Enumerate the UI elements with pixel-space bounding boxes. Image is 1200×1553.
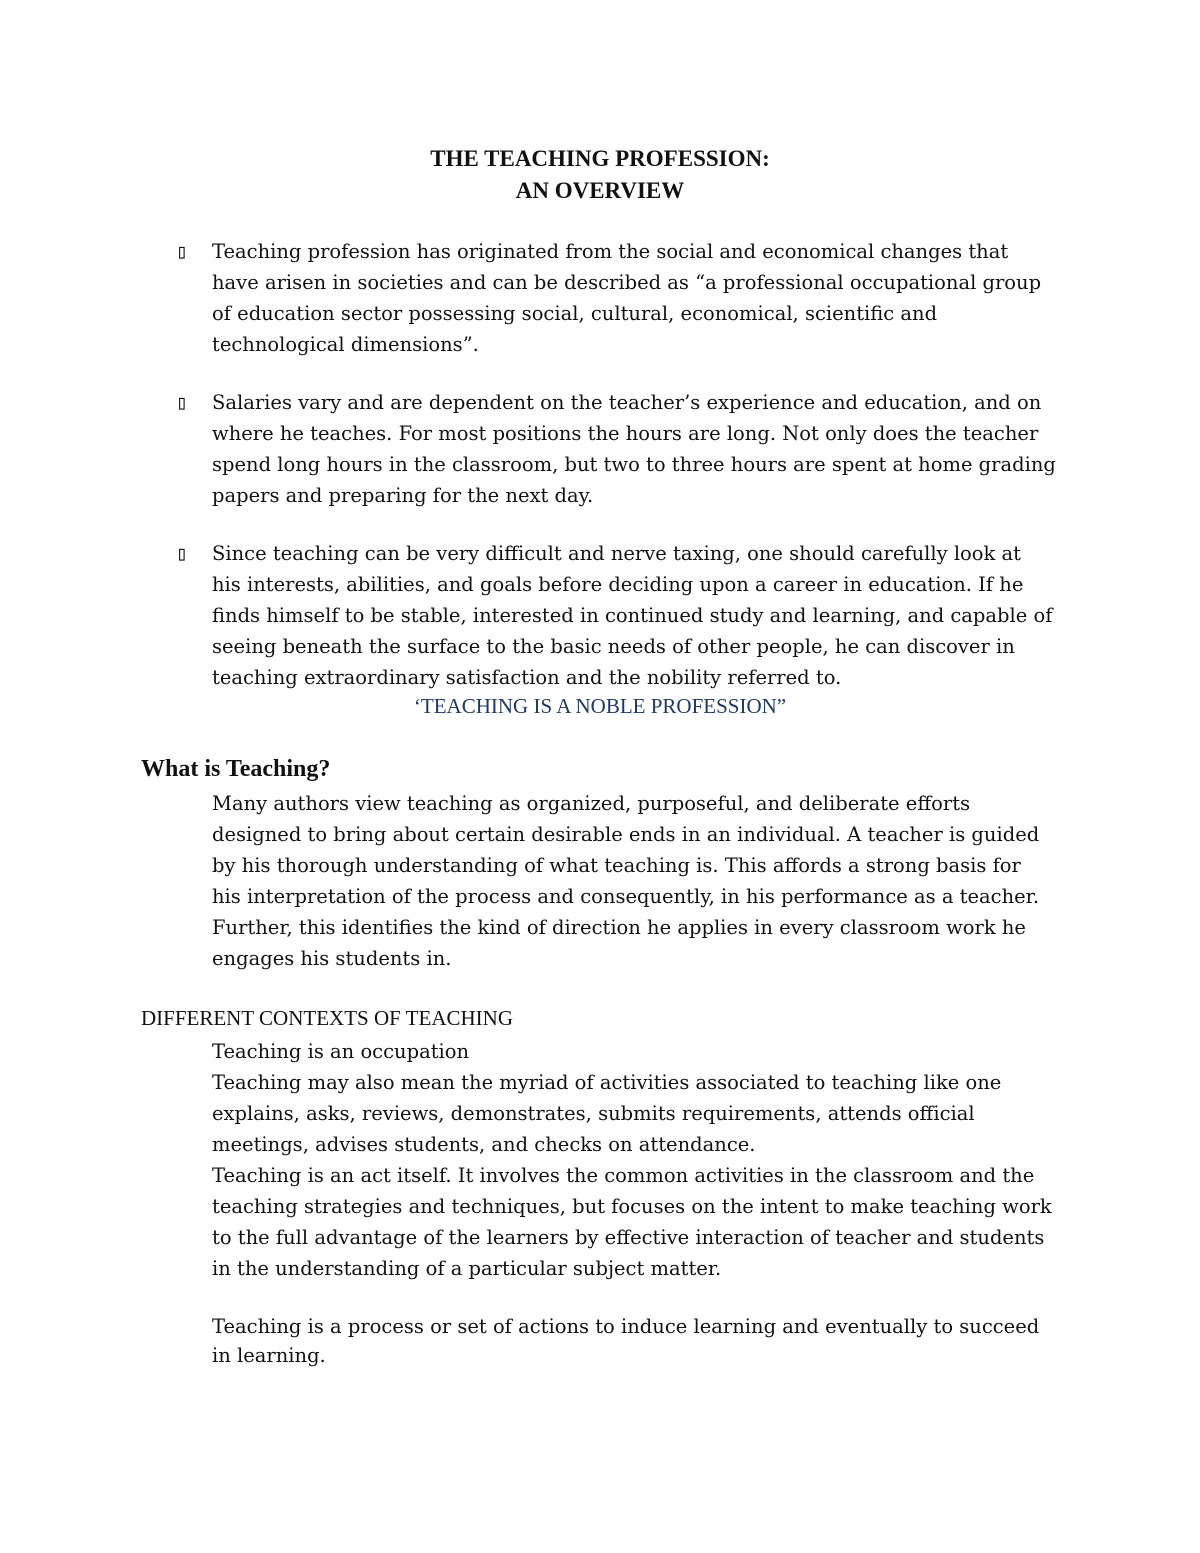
document-title: THE TEACHING PROFESSION: xyxy=(430,146,770,171)
overview-paragraph-2 xyxy=(212,387,1082,511)
text-line: Teaching is an occupation xyxy=(212,1040,470,1063)
text-line: by his thorough understanding of what teaching is. This affords a strong basis for xyxy=(212,854,1021,877)
text-line: Since teaching can be very difficult and nerve taxing, one should carefully look at xyxy=(212,542,1022,565)
text-line: Teaching is a process or set of actions to induce learning and eventually to succeed xyxy=(212,1315,1040,1338)
what-is-teaching-paragraph xyxy=(212,788,1082,974)
text-line: seeing beneath the surface to the basic needs of other people, he can discover in xyxy=(212,635,1015,658)
text-line: to the full advantage of the learners by effective interaction of teacher and students xyxy=(212,1226,1045,1249)
context-item-occupation xyxy=(212,1036,1082,1067)
document-subtitle: AN OVERVIEW xyxy=(515,178,685,203)
bullet-marker: ▯ xyxy=(176,390,189,414)
text-line: teaching strategies and techniques, but focuses on the intent to make teaching work xyxy=(212,1195,1052,1218)
text-line: papers and preparing for the next day. xyxy=(212,484,594,507)
section-heading-what-is-teaching: What is Teaching? xyxy=(141,756,331,782)
text-line: Further, this identifies the kind of direction he applies in every classroom work he xyxy=(212,916,1026,939)
overview-paragraph-3 xyxy=(212,538,1082,693)
text-line: Teaching may also mean the myriad of activities associated to teaching like one xyxy=(212,1071,1002,1094)
text-line: where he teaches. For most positions the hours are long. Not only does the teacher xyxy=(212,422,1039,445)
closing-paragraph xyxy=(212,1312,1082,1370)
section-heading-contexts: DIFFERENT CONTEXTS OF TEACHING xyxy=(141,1006,513,1030)
text-line: have arisen in societies and can be described as “a professional occupational group xyxy=(212,271,1042,294)
text-line: in the understanding of a particular subject matter. xyxy=(212,1257,722,1280)
text-line: meetings, advises students, and checks on attendance. xyxy=(212,1133,756,1156)
text-line: technological dimensions”. xyxy=(212,333,479,356)
noble-profession-quote: ‘TEACHING IS A NOBLE PROFESSION” xyxy=(413,694,787,718)
text-line: designed to bring about certain desirable ends in an individual. A teacher is guided xyxy=(212,823,1040,846)
overview-paragraph-1 xyxy=(212,236,1082,360)
context-item-activities xyxy=(212,1067,1082,1160)
text-line: explains, asks, reviews, demonstrates, submits requirements, attends official xyxy=(212,1102,975,1125)
text-line: finds himself to be stable, interested in continued study and learning, and capable of xyxy=(212,604,1053,627)
text-line: engages his students in. xyxy=(212,947,452,970)
text-line: Salaries vary and are dependent on the teacher’s experience and education, and on xyxy=(212,391,1042,414)
text-line: Teaching profession has originated from the social and economical changes that xyxy=(212,240,1009,263)
text-line: Many authors view teaching as organized, purposeful, and deliberate efforts xyxy=(212,792,971,815)
bullet-marker: ▯ xyxy=(176,239,189,263)
bullet-marker: ▯ xyxy=(176,541,189,565)
text-line: his interpretation of the process and consequently, in his performance as a teacher. xyxy=(212,885,1040,908)
text-line: his interests, abilities, and goals before deciding upon a career in education. If he xyxy=(212,573,1024,596)
text-line: in learning. xyxy=(212,1344,326,1367)
text-line: Teaching is an act itself. It involves the common activities in the classroom and the xyxy=(212,1164,1035,1187)
text-line: spend long hours in the classroom, but two to three hours are spent at home grading xyxy=(212,453,1056,476)
context-item-act xyxy=(212,1160,1082,1284)
text-line: teaching extraordinary satisfaction and the nobility referred to. xyxy=(212,666,842,689)
text-line: of education sector possessing social, cultural, economical, scientific and xyxy=(212,302,938,325)
